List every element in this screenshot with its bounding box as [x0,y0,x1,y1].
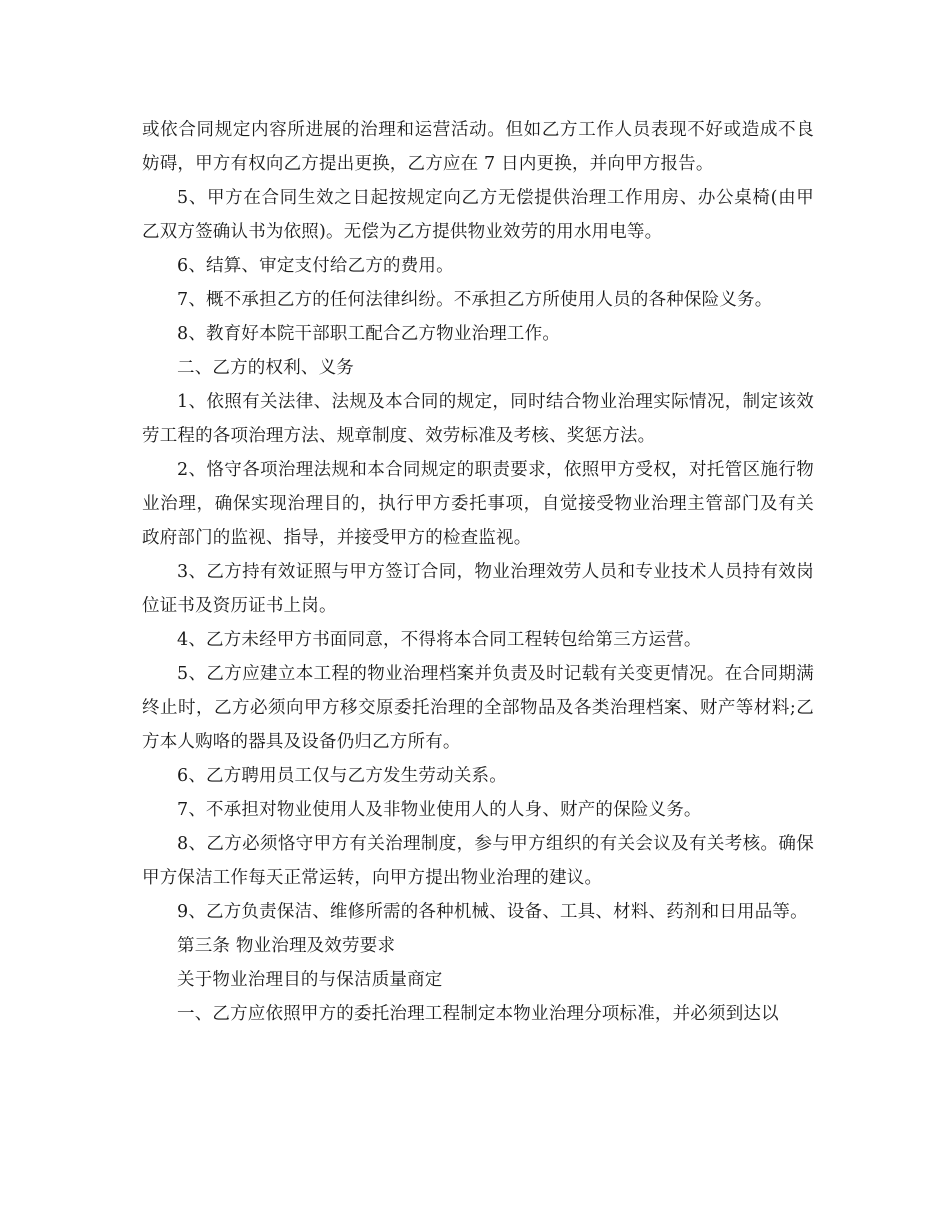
paragraph: 5、乙方应建立本工程的物业治理档案并负责及时记载有关变更情况。在合同期满终止时，乙方必须向甲方移交原委托治理的全部物品及各类治理档案、财产等材料;乙方本人购咯的器具及设备仍归乙方所有。 [142,664,814,752]
paragraph: 8、教育好本院干部职工配合乙方物业治理工作。 [177,324,561,344]
paragraph: 3、乙方持有效证照与甲方签订合同，物业治理效劳人员和专业技术人员持有效岗位证书及资历证书上岗。 [142,562,814,616]
paragraph: 4、乙方未经甲方书面同意，不得将本合同工程转包给第三方运营。 [177,630,702,650]
section-heading: 二、乙方的权利、义务 [177,358,354,378]
paragraph: 6、乙方聘用员工仅与乙方发生劳动关系。 [177,766,507,786]
paragraph: 8、乙方必须恪守甲方有关治理制度，参与甲方组织的有关会议及有关考核。确保甲方保洁工作每天正常运转，向甲方提出物业治理的建议。 [142,834,814,888]
subheading: 关于物业治理目的与保洁质量商定 [177,970,443,990]
paragraph: 2、恪守各项治理法规和本合同规定的职责要求，依照甲方受权，对托管区施行物业治理，确保实现治理目的，执行甲方委托事项，自觉接受物业治理主管部门及有关政府部门的监视、指导，并接受甲方的检查监视。 [142,460,814,548]
paragraph: 6、结算、审定支付给乙方的费用。 [177,256,454,276]
paragraph: 一、乙方应依照甲方的委托治理工程制定本物业治理分项标准，并必须到达以 [177,1004,779,1024]
document-body [142,113,814,1031]
article-heading: 第三条 物业治理及效劳要求 [177,936,396,956]
paragraph: 或依合同规定内容所进展的治理和运营活动。但如乙方工作人员表现不好或造成不良妨碍，甲方有权向乙方提出更换，乙方应在 7 日内更换，并向甲方报告。 [142,120,814,174]
paragraph: 7、不承担对物业使用人及非物业使用人的人身、财产的保险义务。 [177,800,702,820]
paragraph: 1、依照有关法律、法规及本合同的规定，同时结合物业治理实际情况，制定该效劳工程的各项治理方法、规章制度、效劳标准及考核、奖惩方法。 [142,392,814,446]
paragraph: 7、概不承担乙方的任何法律纠纷。不承担乙方所使用人员的各种保险义务。 [177,290,773,310]
paragraph: 9、乙方负责保洁、维修所需的各种机械、设备、工具、材料、药剂和日用品等。 [177,902,808,922]
paragraph: 5、甲方在合同生效之日起按规定向乙方无偿提供治理工作用房、办公桌椅(由甲乙双方签确认书为依照)。无偿为乙方提供物业效劳的用水用电等。 [142,188,814,242]
